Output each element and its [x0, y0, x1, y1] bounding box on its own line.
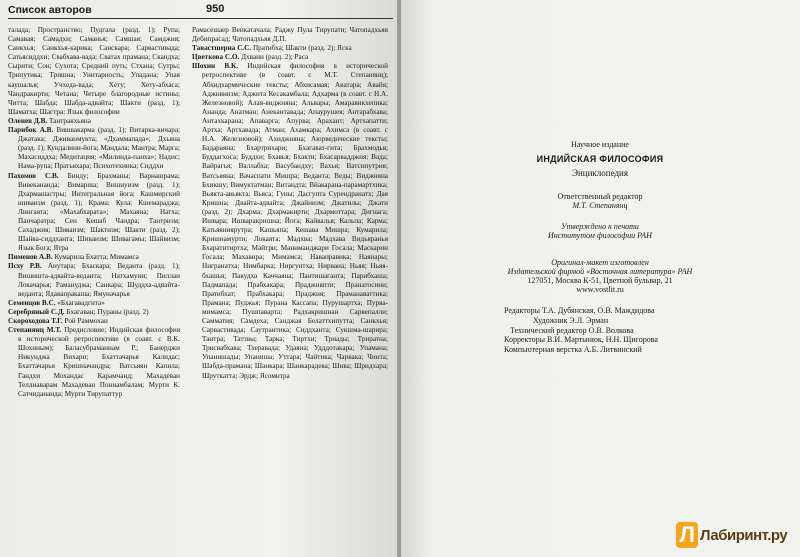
layout-line-1: Оригинал-макет изготовлен: [551, 258, 649, 267]
author-name: Шохин В.К.: [192, 62, 238, 71]
left-page: [0, 0, 398, 557]
author-name: Псху Р.В.: [8, 262, 42, 271]
editor-label: Ответственный редактор: [557, 192, 643, 201]
author-articles: Рой Раммохан: [62, 317, 108, 325]
author-articles: Тантракхьяна: [47, 116, 91, 125]
author-entry: [192, 26, 388, 44]
author-name: Семенцов В.С.: [8, 298, 56, 307]
author-entry: [8, 326, 180, 399]
publisher-website: www.vostlit.ru: [576, 285, 624, 294]
book-subtitle: Энциклопедия: [572, 168, 628, 178]
running-header: [8, 4, 393, 19]
running-header-title: Список авторов: [8, 4, 92, 16]
author-articles: талада; Пространство; Пудгала (разд. 1); Рупа; Самавая; Самадхи; Саманья; Самшая; Самджня; Санкхья; Санкхья-карика; Санскара; Сарвастивада; Сатьясиддхи; Свабхава-вада; Сватах прамана; Скандха; Сырити; Сон; Сухота; Средний путь; Стхана; Сутры; Трипутика; Тришна; Унитарность; Упадана; Упая каушалья; Учхеда-вада; Хету; Хету-абхаса; Чандракирти; Четана; Четыре благородные истины; Читта; Шабда; Шабда-адвайта; Шакти (разд. 1); Шаматха; Шастра; Язык философии: [8, 26, 180, 116]
book-title: ИНДИЙСКАЯ ФИЛОСОФИЯ: [536, 154, 664, 164]
author-entry: [8, 262, 180, 298]
author-articles: Предисловие; Индийская философия в исторической ретроспективе (в соавт. с В.К. Шохиным); Баласубраманиам Р.; Банерджи Никунджа Вихари; Бхаттачарья Калидас; Бхаттачарья Кришначандра; Ватсьяян Капила; Гандхи Мохандас Карамчанд; Махадеван Теллиаварам Махадеван Поннамбалам; Мурти К. Сатчидананда; Мурти Тирупаттур: [18, 326, 180, 398]
author-entry: [192, 44, 388, 53]
author-entry: [192, 53, 388, 62]
approval-line-2: Институтом философии РАН: [548, 231, 652, 240]
author-articles: Кумарила Бхатта; Мимамса: [52, 253, 139, 262]
author-articles: Пратибха; Шакти (разд. 2); Яска: [251, 44, 352, 53]
labirint-watermark: [676, 522, 796, 552]
publisher-address: 127051, Москва К-51, Цветной бульвар, 21: [527, 276, 673, 285]
author-entry: [8, 126, 180, 171]
author-articles: Индийская философия в исторической ретроспективе (в соавт. с М.Т. Степанянц); Абхидхармические тексты; Абхисамая; Аватара; Авайя; Аджнянизм; Аджита Кесакамбала; Адхарма (в соавт. с Н.А. Железновой); Алая-виджняна; Альвары; Амаравикхепика; Ананда; Анатман; Анекантавада; Апаурушея; Антарабхава; Антахкарана; Апаварга; Апурва; Арахант; Артхапатти; Артха; Артхавада; Атман; Ахамкара; Ахимса (в соавт. с Н.А. Железновой); Ахиджняна; Аюрведические тексты; Бадараяна; Бхартрихари; Бхагават-гита; Брахмодья; Буддагхоса; Буддхи; Бхавья; Бхакти; Бхасарвадджня; Вада; Вайрагья; Валлабха; Васубандху; Вахья; Ватсипутрия; Ватсьяяна; Вачаспати Мишра; Веданта; Веды; Виджняна Бхикшу; Вимуктатман; Витандта; Вйакарана-парамартхика; Вьякта-авьякта; Вьяса; Гуны; Дасгупта Сурендранатх; Дая Кришна; Двайта-адвайта; Джайнизм; Джатилы; Джати (разд. 2); Дхарма; Дхармакирти; Дхармоттара; Дигнага; Ишвара; Ишваракришна; Йога; Кайвалья; Кальпа; Карма; Катьяяниярутра; Кашьяпа; Кешава Мишра; Кумарила; Кришнамурти; Локаята; Мадхва; Мадхава Видьяранья Бхаратитиртха; Майтри; Маниманджари Госала; Маскарин Госала; Махавира; Мимамса; Наваправика; Наянары; Нигранатха; Нимбарка; Ниргунтха; Нирвана; Ньяя; Ньяя-бхашья; Пакудха Каччаяна; Пантишаганта; Парибхаша; Падмапада; Прабхакара; Праджняпти; Пранатосини; Пратибхат; Прабхакара; Праджня; Праманаваттика; Прамана; Пуджья; Пурана Кассапа; Пурушартха; Пурва-мимамса; Пушпаварта; Радхакришнан Сарвепалли; Самматия; Самдеха; Санджая Белаттхипутта; Санкхья; Сарвастивада; Саутрантика; Сиддханта; Сукшма-шарира; Тантра; Таттвы; Тарка; Тиртхи; Триады; Триратна; Трисвабхава; Тхеравада; Удаяна; Удддотакара; Упамана; Упанишады; Упаниша; Уттара; Чайтика; Чарвака; Чинта; Шабда-прамана; Шанкара; Шанкарадева; Шива; Шридхара; Шруткатта; Эрдж; Ясомитра: [202, 62, 388, 380]
publication-kind: Научное издание: [571, 140, 629, 149]
author-entry: [8, 172, 180, 254]
author-name: Пименов А.В.: [8, 253, 53, 262]
credit-tech-editor: Технический редактор О.В. Волкова: [510, 325, 634, 335]
author-entry: [8, 253, 180, 262]
author-articles: Бинду; Брахманы; Варнашрама; Вивекананда; Вимарша; Вишнуизм (разд. 1); Дхармашастры; Интегральная йога; Кашмирский шиваизм (разд. 1); Крама; Кула; Кшемараджа; Лингаята; «Махабхарата»; Махаяна; Натха; Панчаратра; Сен Кешаб Чандра; Тантризм; Сахаджия; Шиваизм; Шактизм; Шакти (разд. 2); Шайва-сиддханта; Шиваизм; Шивагамы; Шайвизм; Язык Бога; Ятра: [18, 171, 180, 253]
author-name: Цветкова С.О.: [192, 53, 240, 62]
credit-editors: Редакторы Т.А. Дубянская, О.В. Маждидова: [504, 306, 655, 315]
author-name: Тавастшерна С.С.: [192, 44, 252, 53]
author-list-column-right: [192, 26, 388, 381]
approval-line-1: Утверждено к печати: [561, 222, 639, 231]
author-name: Олеиев Д.В.: [8, 116, 48, 125]
author-name: Парибок А.В.: [8, 126, 54, 135]
credit-proofreaders: Корректоры В.И. Мартынюк, Н.Н. Щигорова: [504, 335, 658, 345]
author-entry: [8, 299, 180, 308]
credit-artist: Художник Э.Л. Эрман: [533, 315, 609, 325]
author-name: Серебряный С.Д.: [8, 307, 65, 316]
labirint-logo-text: Лабиринт.ру: [700, 527, 788, 544]
author-articles: Бхагаван; Пураны (разд. 2): [64, 307, 149, 316]
credits-block: [504, 306, 794, 355]
author-name: Скороходова Т.Г.: [8, 317, 63, 325]
author-articles: «Бхагавадгита»: [55, 298, 105, 307]
author-name: Пахомов С.В.: [8, 171, 59, 180]
page-number: 950: [206, 3, 225, 15]
author-list-column-left: [8, 26, 180, 399]
author-articles: Дхвани (разд. 2); Раса: [239, 53, 309, 62]
author-name: Степанянц М.Т.: [8, 326, 62, 335]
editor-name: М.Т. Степанянц: [572, 201, 628, 210]
credit-typesetting: Компьютерная верстка А.Б. Литвинский: [504, 345, 642, 355]
layout-line-2: Издательской фирмой «Восточная литература» РАН: [507, 267, 693, 276]
author-entry: [192, 62, 388, 380]
labirint-logo-icon: Л: [676, 522, 698, 548]
author-articles: Вишвакарма (разд. 1); Витарка-вичара; Джатака; Дживанмукта; «Дхаммапада»; Дхьяна (разд. 1); Кундалини-йога; Мандала; Мантра; Марга; Махасиддха; Медитация; «Милинда-панха»; Надис; Нама-рупа; Пратьяхара; Психотехника; Сиддхи: [18, 126, 181, 171]
author-entry: [8, 308, 180, 317]
author-articles: Рамасешаер Венкатачала; Раджу Пула Тирупати; Чатопадхьяя Дебипрасад; Чатопадхьяя Д.П.: [192, 26, 388, 44]
author-entry: [8, 26, 180, 117]
author-entry: [8, 117, 180, 126]
author-entry: [8, 317, 180, 326]
author-articles: Анутара; Бхаскара; Веданта (разд. 1); Вишишта-адвайта-веданта; Натхамуни; Пиллаи Локачарья; Рамануджа; Санкара; Шуддха-адвайта-веданта; Ядавапракаша; Ямуначарья: [18, 262, 180, 298]
